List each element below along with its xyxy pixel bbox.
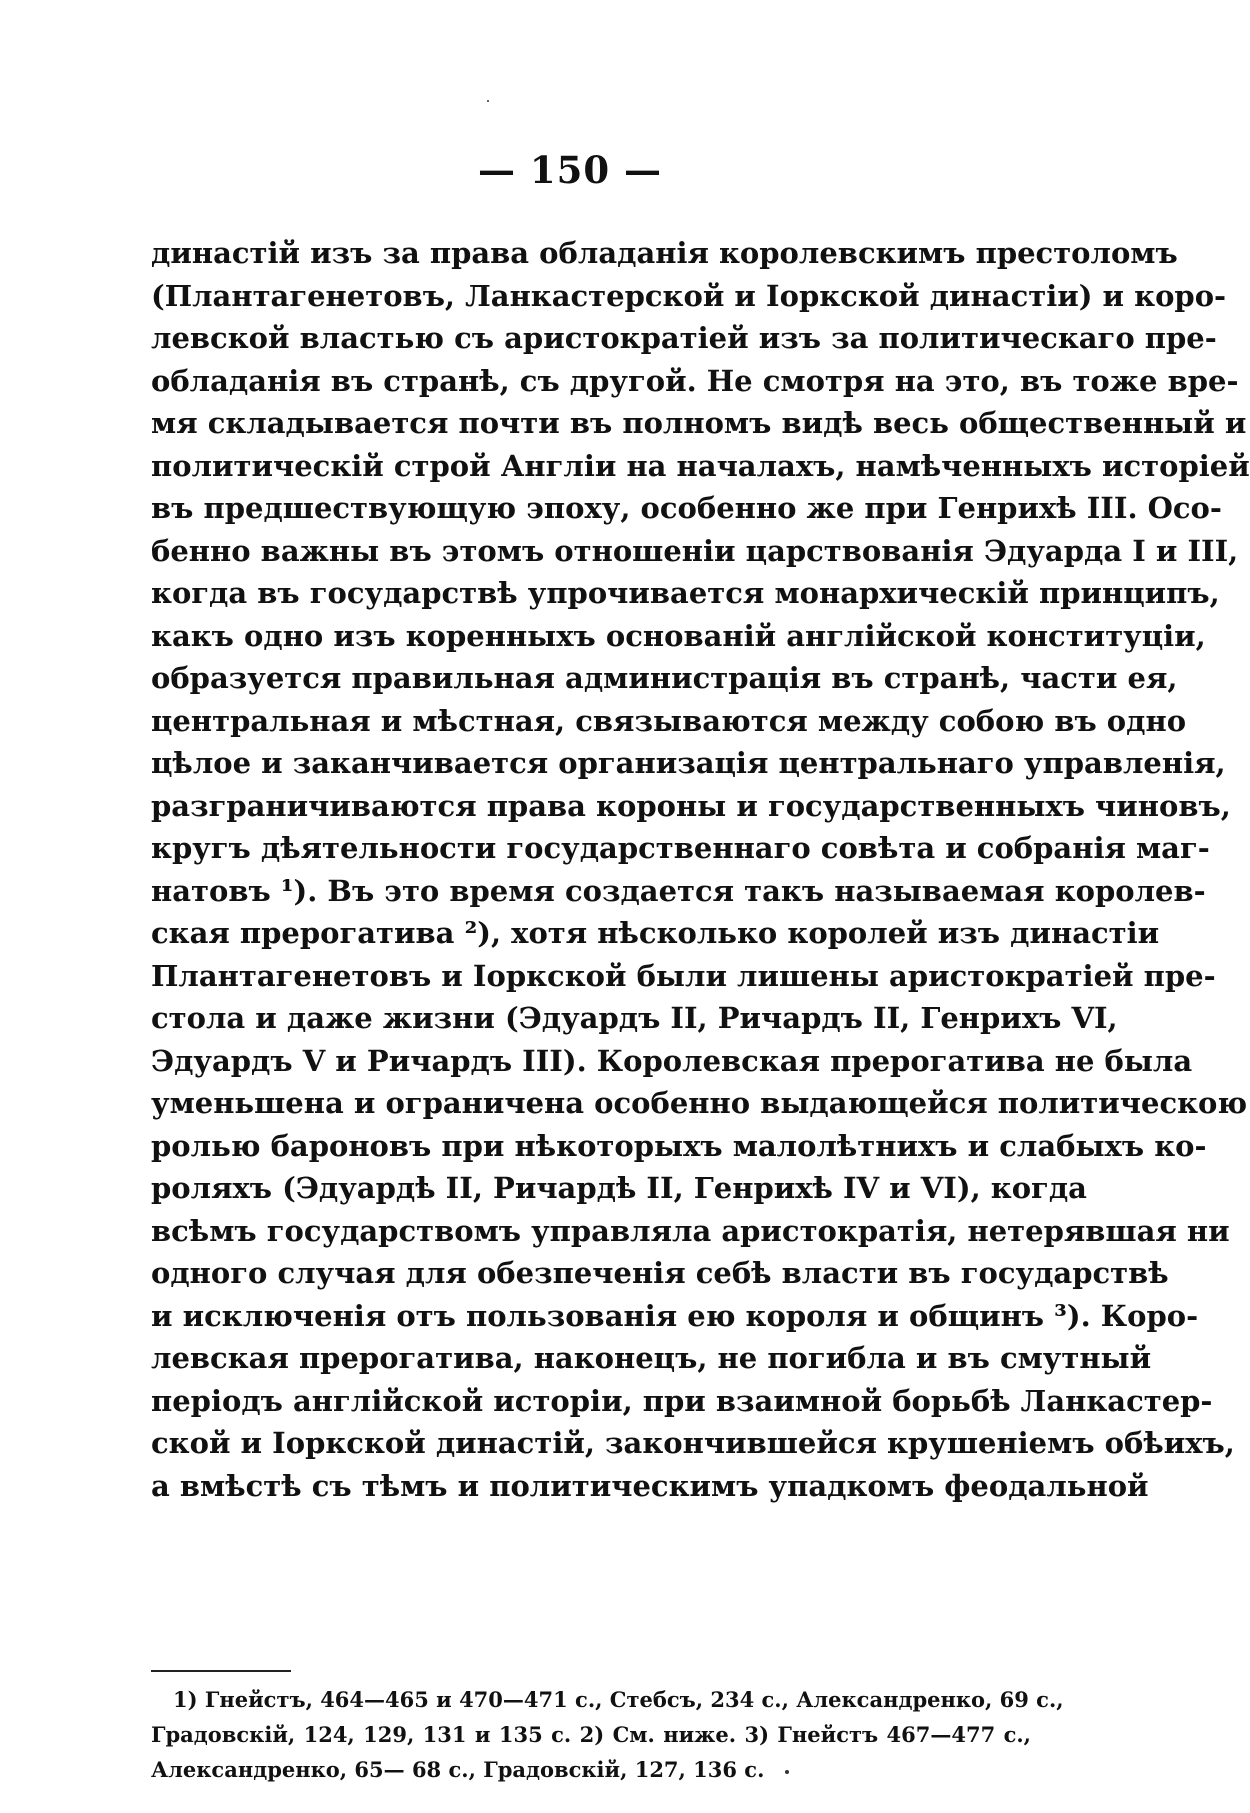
footnote-line: Градовскій, 124, 129, 131 и 135 с. 2) См. ниже. 3) Гнейстъ 467—477 с., xyxy=(151,1722,1031,1747)
text-line: одного случая для обезпеченія себѣ власти въ государствѣ xyxy=(151,1256,1169,1290)
text-line: левская прерогатива, наконецъ, не погибла и въ смутный xyxy=(151,1341,1152,1375)
text-line: ской и Іоркской династій, закончившейся крушеніемъ обѣихъ, xyxy=(151,1426,1235,1460)
page-number: — 150 — xyxy=(478,148,662,192)
text-line: какъ одно изъ коренныхъ основаній англійской конституціи, xyxy=(151,618,1206,653)
text-line: политическій строй Англіи на началахъ, намѣченныхъ исторіей xyxy=(151,448,1250,483)
text-line: когда въ государствѣ упрочивается монархическій принципъ, xyxy=(151,576,1220,610)
text-line: цѣлое и заканчивается организація центральнаго управленія, xyxy=(151,746,1226,780)
footnote-line: Александренко, 65— 68 с., Градовскій, 127, 136 с. xyxy=(151,1757,765,1782)
text-line: въ предшествующую эпоху, особенно же при Генрихѣ III. Осо- xyxy=(151,491,1222,525)
text-line: центральная и мѣстная, связываются между собою въ одно xyxy=(151,703,1187,738)
text-line: всѣмъ государствомъ управляла аристократія, нетерявшая ни xyxy=(151,1213,1230,1248)
text-line: ская прерогатива ²), хотя нѣсколько королей изъ династіи xyxy=(151,916,1160,950)
main-text xyxy=(151,232,1250,1507)
text-line: династій изъ за права обладанія королевскимъ престоломъ xyxy=(151,236,1178,270)
text-line: уменьшена и ограничена особенно выдающейся политическою xyxy=(151,1086,1248,1120)
text-line: Эдуардъ V и Ричардъ III). Королевская прерогатива не была xyxy=(151,1043,1193,1078)
footnote-line: 1) Гнейстъ, 464—465 и 470—471 с., Стебсъ, 234 с., Александренко, 69 с., xyxy=(173,1687,1064,1712)
text-line: левской властью съ аристократіей изъ за политическаго пре- xyxy=(151,321,1217,355)
text-line: мя складывается почти въ полномъ видѣ весь общественный и xyxy=(151,406,1247,440)
text-line: бенно важны въ этомъ отношеніи царствованія Эдуарда I и III, xyxy=(151,533,1239,568)
text-line: образуется правильная администрація въ странѣ, части ея, xyxy=(151,661,1178,695)
text-line: періодъ англійской исторіи, при взаимной борьбѣ Ланкастер- xyxy=(151,1383,1213,1418)
text-line: стола и даже жизни (Эдуардъ II, Ричардъ II, Генрихъ VI, xyxy=(151,1001,1118,1035)
text-line: роляхъ (Эдуардѣ II, Ричардѣ II, Генрихѣ IV и VI), когда xyxy=(151,1171,1087,1205)
text-line: и исключенія отъ пользованія ею короля и общинъ ³). Коро- xyxy=(151,1298,1199,1333)
text-line: Плантагенетовъ и Іоркской были лишены аристократіей пре- xyxy=(151,958,1216,993)
text-line: (Плантагенетовъ, Ланкастерской и Іоркской династіи) и коро- xyxy=(151,278,1227,313)
text-line: кругъ дѣятельности государственнаго совѣта и собранія маг- xyxy=(151,831,1210,865)
text-line: обладанія въ странѣ, съ другой. Не смотря на это, въ тоже вре- xyxy=(151,363,1239,398)
text-line: ролью бароновъ при нѣкоторыхъ малолѣтнихъ и слабыхъ ко- xyxy=(151,1128,1207,1163)
text-line: а вмѣстѣ съ тѣмъ и политическимъ упадкомъ феодальной xyxy=(151,1468,1149,1503)
footnote-divider xyxy=(151,1670,291,1672)
footnotes xyxy=(151,1682,1064,1787)
print-speck xyxy=(785,1770,789,1774)
text-line: разграничиваются права короны и государственныхъ чиновъ, xyxy=(151,788,1231,823)
text-line: натовъ ¹). Въ это время создается такъ называемая королев- xyxy=(151,873,1206,908)
print-speck xyxy=(487,100,489,102)
